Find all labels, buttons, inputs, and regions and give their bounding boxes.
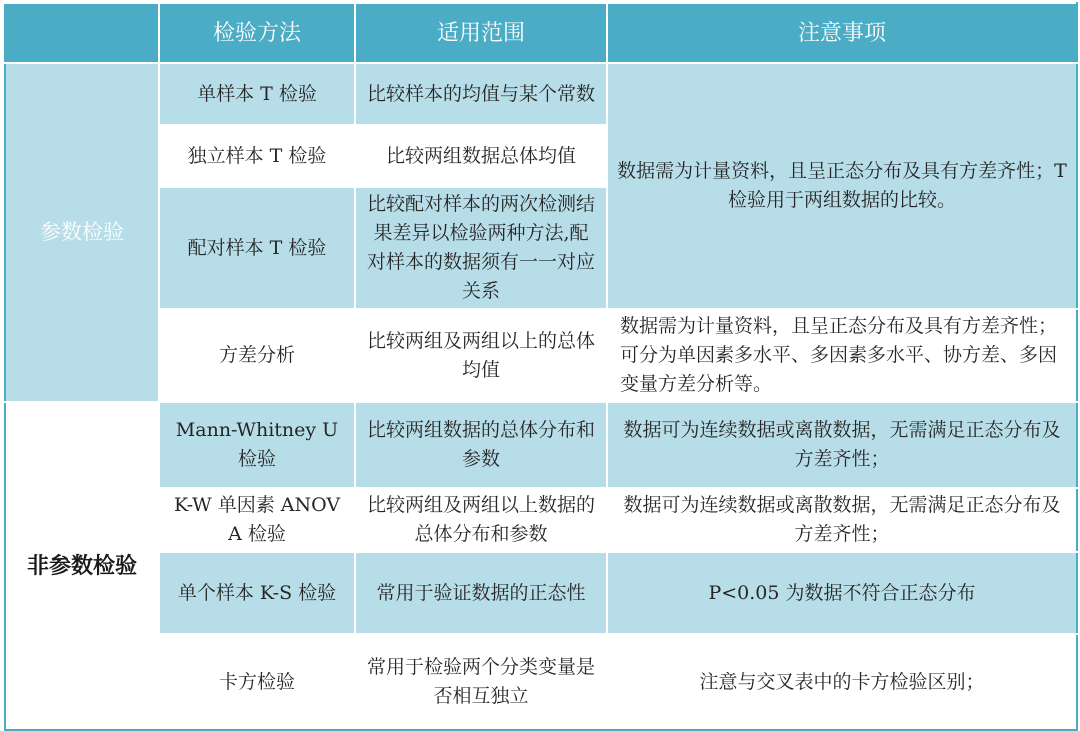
method-cell: 单个样本 K-S 检验 [159,552,355,634]
method-cell: 配对样本 T 检验 [159,187,355,309]
header-method: 检验方法 [159,3,355,63]
scope-cell: 常用于验证数据的正态性 [355,552,607,634]
scope-cell: 比较两组数据的总体分布和参数 [355,402,607,488]
header-corner [5,3,159,63]
notes-cell-ttest: 数据需为计量资料，且呈正态分布及具有方差齐性；T 检验用于两组数据的比较。 [607,63,1077,309]
method-cell: 单样本 T 检验 [159,63,355,125]
table-row [5,402,1077,488]
table-row [5,552,1077,634]
header-notes: 注意事项 [607,3,1077,63]
notes-cell: 注意与交叉表中的卡方检验区别； [607,634,1077,730]
scope-cell: 比较两组数据总体均值 [355,125,607,187]
table-row [5,63,1077,125]
statistical-tests-table [4,2,1078,731]
notes-cell: 数据需为计量资料，且呈正态分布及具有方差齐性；可分为单因素多水平、多因素多水平、协方差、多因变量方差分析等。 [607,309,1077,402]
notes-cell: 数据可为连续数据或离散数据，无需满足正态分布及方差齐性； [607,488,1077,552]
method-cell: 方差分析 [159,309,355,402]
method-cell: 独立样本 T 检验 [159,125,355,187]
group-label-parametric: 参数检验 [5,63,159,402]
notes-cell: P<0.05 为数据不符合正态分布 [607,552,1077,634]
notes-cell: 数据可为连续数据或离散数据，无需满足正态分布及方差齐性； [607,402,1077,488]
table-row [5,309,1077,402]
scope-cell: 比较配对样本的两次检测结果差异以检验两种方法,配对样本的数据须有一一对应关系 [355,187,607,309]
method-cell: Mann-Whitney U 检验 [159,402,355,488]
scope-cell: 比较样本的均值与某个常数 [355,63,607,125]
scope-cell: 比较两组及两组以上的总体均值 [355,309,607,402]
method-cell: 卡方检验 [159,634,355,730]
group-label-nonparametric: 非参数检验 [5,402,159,730]
scope-cell: 比较两组及两组以上数据的总体分布和参数 [355,488,607,552]
header-scope: 适用范围 [355,3,607,63]
table-row [5,488,1077,552]
table-row [5,634,1077,730]
scope-cell: 常用于检验两个分类变量是否相互独立 [355,634,607,730]
method-cell: K-W 单因素 ANOVA 检验 [159,488,355,552]
header-row [5,3,1077,63]
